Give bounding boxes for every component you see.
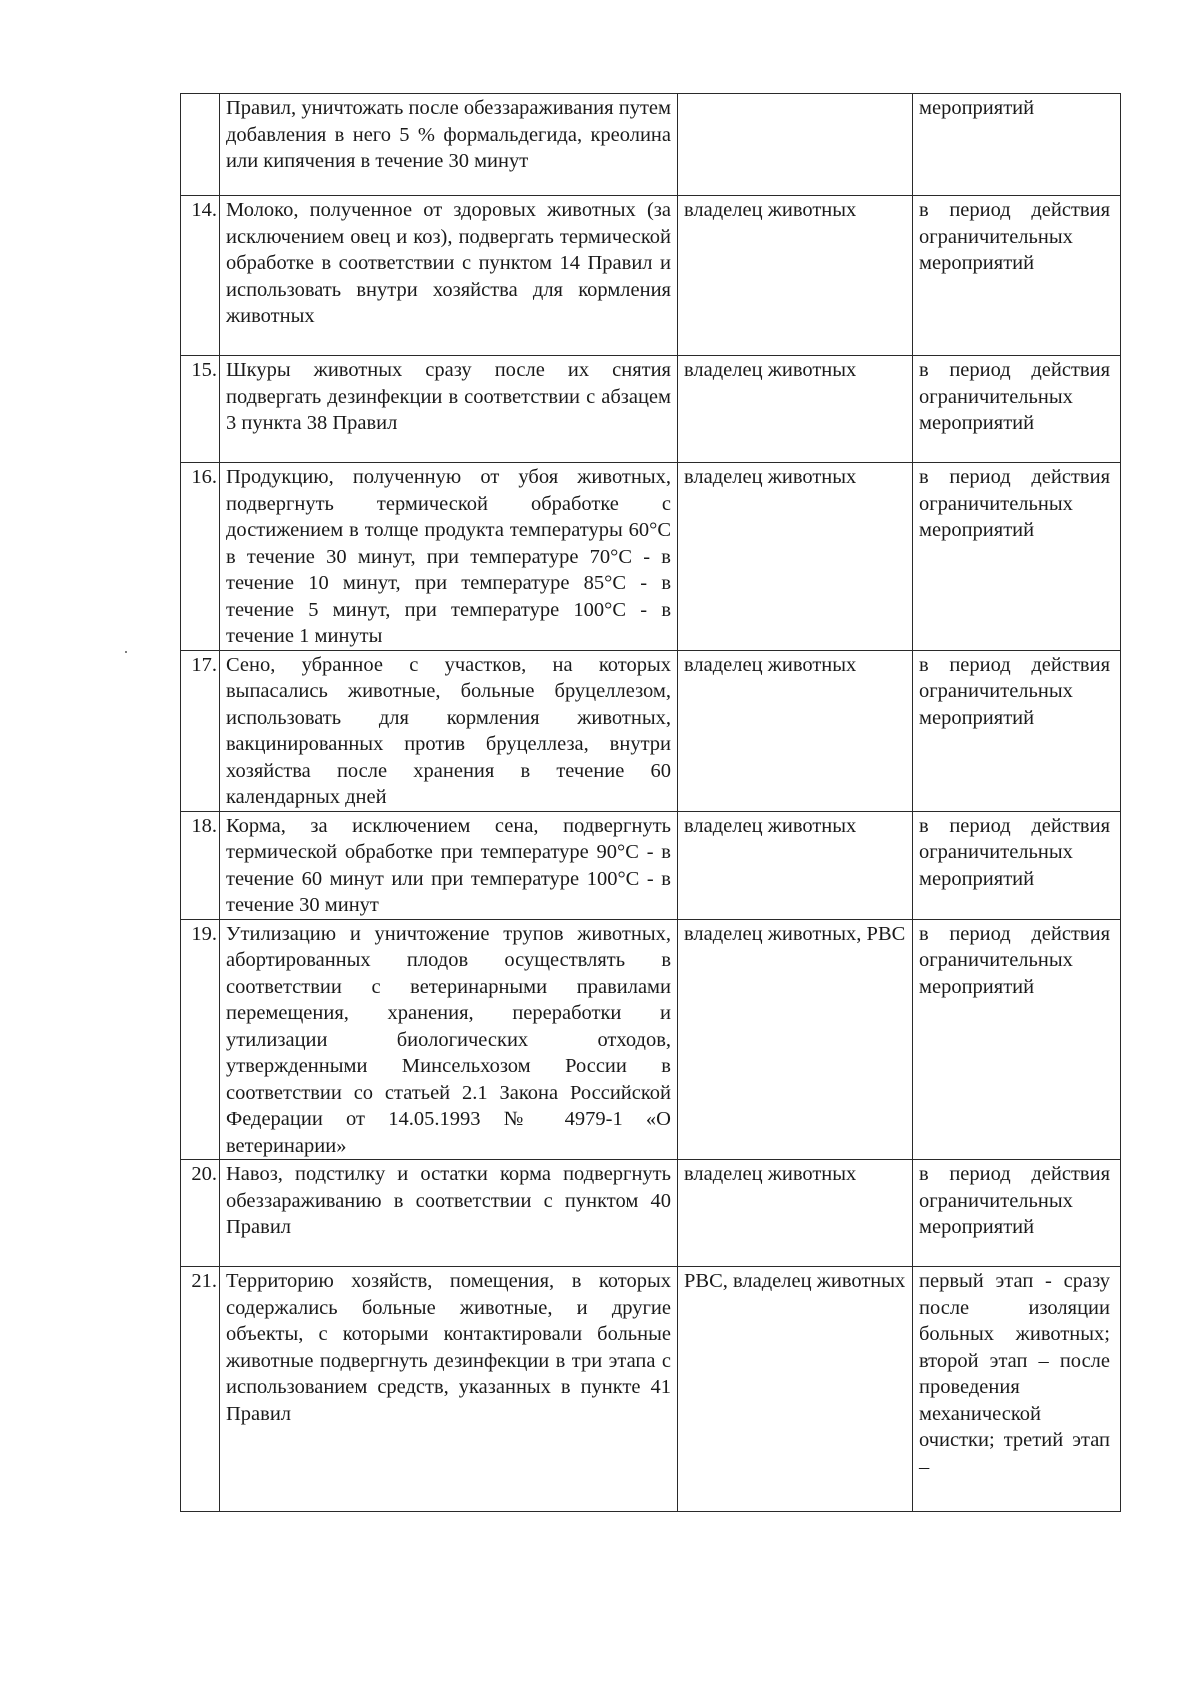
measure-text: Шкуры животных сразу после их снятия подвергать дезинфекции в соответствии с абзацем 3 пункта 38 Правил bbox=[220, 356, 678, 463]
measure-text: Сено, убранное с участков, на которых выпасались животные, больные бруцеллезом, использовать для кормления животных, вакцинированных против бруцеллеза, внутри хозяйства после хранения в течение 60 календарных дней bbox=[220, 650, 678, 811]
table-row bbox=[181, 811, 1121, 919]
table-row bbox=[181, 94, 1121, 196]
row-number: 14. bbox=[181, 196, 220, 356]
measures-table bbox=[180, 93, 1121, 1512]
row-number: 16. bbox=[181, 463, 220, 651]
responsible-party: владелец животных bbox=[678, 356, 913, 463]
table-row bbox=[181, 196, 1121, 356]
measure-text: Территорию хозяйств, помещения, в которых содержались больные животные, и другие объекты, с которыми контактировали больные животные подвергнуть дезинфекции в три этапа с использованием средств, указанных в пункте 41 Правил bbox=[220, 1267, 678, 1512]
responsible-party: владелец животных bbox=[678, 463, 913, 651]
measure-text: Правил, уничтожать после обеззараживания путем добавления в него 5 % формальдегида, креолина или кипячения в течение 30 минут bbox=[220, 94, 678, 196]
measure-text: Молоко, полученное от здоровых животных (за исключением овец и коз), подвергать термической обработке в соответствии с пунктом 14 Правил и использовать внутри хозяйства для кормления животных bbox=[220, 196, 678, 356]
measure-term: в период действия ограничительных мероприятий bbox=[913, 1160, 1121, 1267]
responsible-party: владелец животных bbox=[678, 811, 913, 919]
measure-term: первый этап - сразу после изоляции больных животных; второй этап – после проведения механической очистки; третий этап – bbox=[913, 1267, 1121, 1512]
table-row bbox=[181, 919, 1121, 1160]
responsible-party: владелец животных bbox=[678, 196, 913, 356]
responsible-party bbox=[678, 94, 913, 196]
responsible-party: владелец животных, РВС bbox=[678, 919, 913, 1160]
measure-text: Навоз, подстилку и остатки корма подвергнуть обеззараживанию в соответствии с пунктом 40 Правил bbox=[220, 1160, 678, 1267]
responsible-party: РВС, владелец животных bbox=[678, 1267, 913, 1512]
table-row bbox=[181, 356, 1121, 463]
measure-term: в период действия ограничительных мероприятий bbox=[913, 811, 1121, 919]
row-number: 17. bbox=[181, 650, 220, 811]
measure-term: в период действия ограничительных мероприятий bbox=[913, 650, 1121, 811]
measure-term: в период действия ограничительных мероприятий bbox=[913, 919, 1121, 1160]
row-number bbox=[181, 94, 220, 196]
responsible-party: владелец животных bbox=[678, 650, 913, 811]
table-row bbox=[181, 463, 1121, 651]
table-row bbox=[181, 1267, 1121, 1512]
measure-term: мероприятий bbox=[913, 94, 1121, 196]
scan-speck bbox=[125, 651, 127, 653]
responsible-party: владелец животных bbox=[678, 1160, 913, 1267]
table-row bbox=[181, 650, 1121, 811]
row-number: 20. bbox=[181, 1160, 220, 1267]
measure-text: Корма, за исключением сена, подвергнуть термической обработке при температуре 90°С - в течение 60 минут или при температуре 100°С - в течение 30 минут bbox=[220, 811, 678, 919]
row-number: 18. bbox=[181, 811, 220, 919]
measure-text: Утилизацию и уничтожение трупов животных, абортированных плодов осуществлять в соответствии с ветеринарными правилами перемещения, хранения, переработки и утилизации биологических отходов, утвержденными Минсельхозом России в соответствии со статьей 2.1 Закона Российской Федерации от 14.05.1993 № 4979-1 «О ветеринарии» bbox=[220, 919, 678, 1160]
row-number: 19. bbox=[181, 919, 220, 1160]
row-number: 21. bbox=[181, 1267, 220, 1512]
measure-term: в период действия ограничительных мероприятий bbox=[913, 196, 1121, 356]
table-row bbox=[181, 1160, 1121, 1267]
measure-term: в период действия ограничительных мероприятий bbox=[913, 463, 1121, 651]
row-number: 15. bbox=[181, 356, 220, 463]
measure-text: Продукцию, полученную от убоя животных, подвергнуть термической обработке с достижением в толще продукта температуры 60°С в течение 30 минут, при температуре 70°С - в течение 10 минут, при температуре 85°С - в течение 5 минут, при температуре 100°С - в течение 1 минуты bbox=[220, 463, 678, 651]
measure-term: в период действия ограничительных мероприятий bbox=[913, 356, 1121, 463]
